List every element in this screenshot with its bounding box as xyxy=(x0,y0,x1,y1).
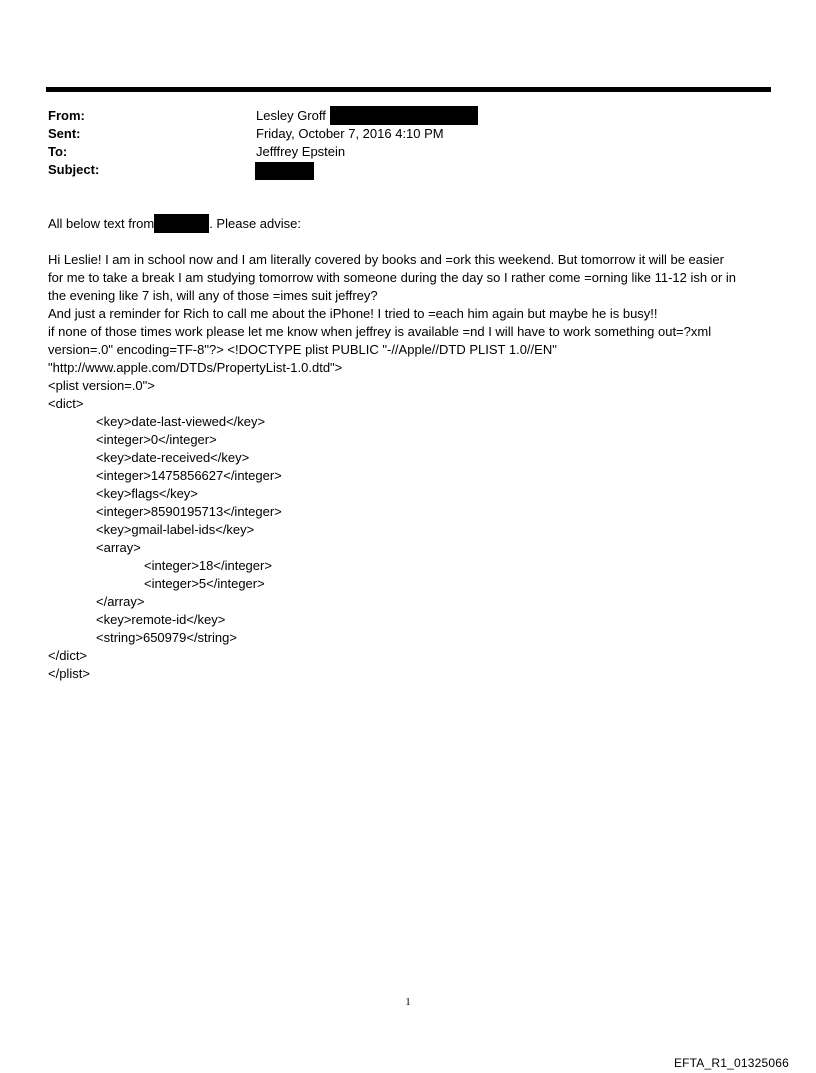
redaction-box xyxy=(255,162,314,180)
to-value: Jefffrey Epstein xyxy=(256,144,346,159)
from-name: Lesley Groff xyxy=(256,108,326,123)
intro-text-after: . Please advise: xyxy=(209,216,301,231)
from-label: From: xyxy=(48,108,85,123)
plist-line: <key>date-last-viewed</key> xyxy=(96,414,266,429)
body-line: the evening like 7 ish, will any of those =imes suit jeffrey? xyxy=(48,288,378,303)
subject-row xyxy=(48,161,768,179)
from-row xyxy=(48,107,768,125)
bates-number: EFTA_R1_01325066 xyxy=(673,1056,789,1070)
to-row xyxy=(48,143,768,161)
plist-line: <integer>8590195713</integer> xyxy=(96,504,282,519)
plist-line: <integer>1475856627</integer> xyxy=(96,468,282,483)
page-number: 1 xyxy=(405,996,411,1008)
plist-line: </plist> xyxy=(48,666,90,681)
body-line: <dict> xyxy=(48,396,84,411)
plist-line: <integer>5</integer> xyxy=(144,576,265,591)
sent-value: Friday, October 7, 2016 4:10 PM xyxy=(256,126,444,141)
plist-line: <key>remote-id</key> xyxy=(96,612,226,627)
redaction-box xyxy=(330,106,478,125)
redaction-box xyxy=(154,214,209,233)
body-line: <plist version=.0"> xyxy=(48,378,155,393)
plist-block xyxy=(48,413,770,683)
body-line: for me to take a break I am studying tomorrow with someone during the day so I rather come =orning like 11-12 ish or in xyxy=(48,270,737,285)
message-paragraph xyxy=(48,251,770,413)
plist-line: <integer>0</integer> xyxy=(96,432,217,447)
header-rule xyxy=(46,87,771,92)
body-line: version=.0" encoding=TF-8"?> <!DOCTYPE plist PUBLIC "-//Apple//DTD PLIST 1.0//EN" xyxy=(48,342,557,357)
plist-line: <key>date-received</key> xyxy=(96,450,250,465)
body-line: Hi Leslie! I am in school now and I am literally covered by books and =ork this weekend. But tomorrow it will be easier xyxy=(48,252,724,267)
subject-label: Subject: xyxy=(48,162,100,177)
plist-line: </array> xyxy=(96,594,145,609)
plist-line: <string>650979</string> xyxy=(96,630,237,645)
sent-row xyxy=(48,125,768,143)
plist-line: <array> xyxy=(96,540,141,555)
plist-line: <key>flags</key> xyxy=(96,486,198,501)
message-body xyxy=(48,251,770,683)
intro-line xyxy=(48,215,301,234)
plist-line: </dict> xyxy=(48,648,88,663)
body-line: "http://www.apple.com/DTDs/PropertyList-1.0.dtd"> xyxy=(48,360,343,375)
to-label: To: xyxy=(48,144,68,159)
from-value xyxy=(256,107,478,126)
plist-line: <key>gmail-label-ids</key> xyxy=(96,522,255,537)
sent-label: Sent: xyxy=(48,126,81,141)
intro-text-before: All below text from xyxy=(48,216,155,231)
body-line: And just a reminder for Rich to call me about the iPhone! I tried to =each him again but maybe he is busy!! xyxy=(48,306,658,321)
plist-line: <integer>18</integer> xyxy=(144,558,272,573)
email-header xyxy=(48,107,768,179)
body-line: if none of those times work please let me know when jeffrey is available =nd I will have to work something out=?xml xyxy=(48,324,712,339)
